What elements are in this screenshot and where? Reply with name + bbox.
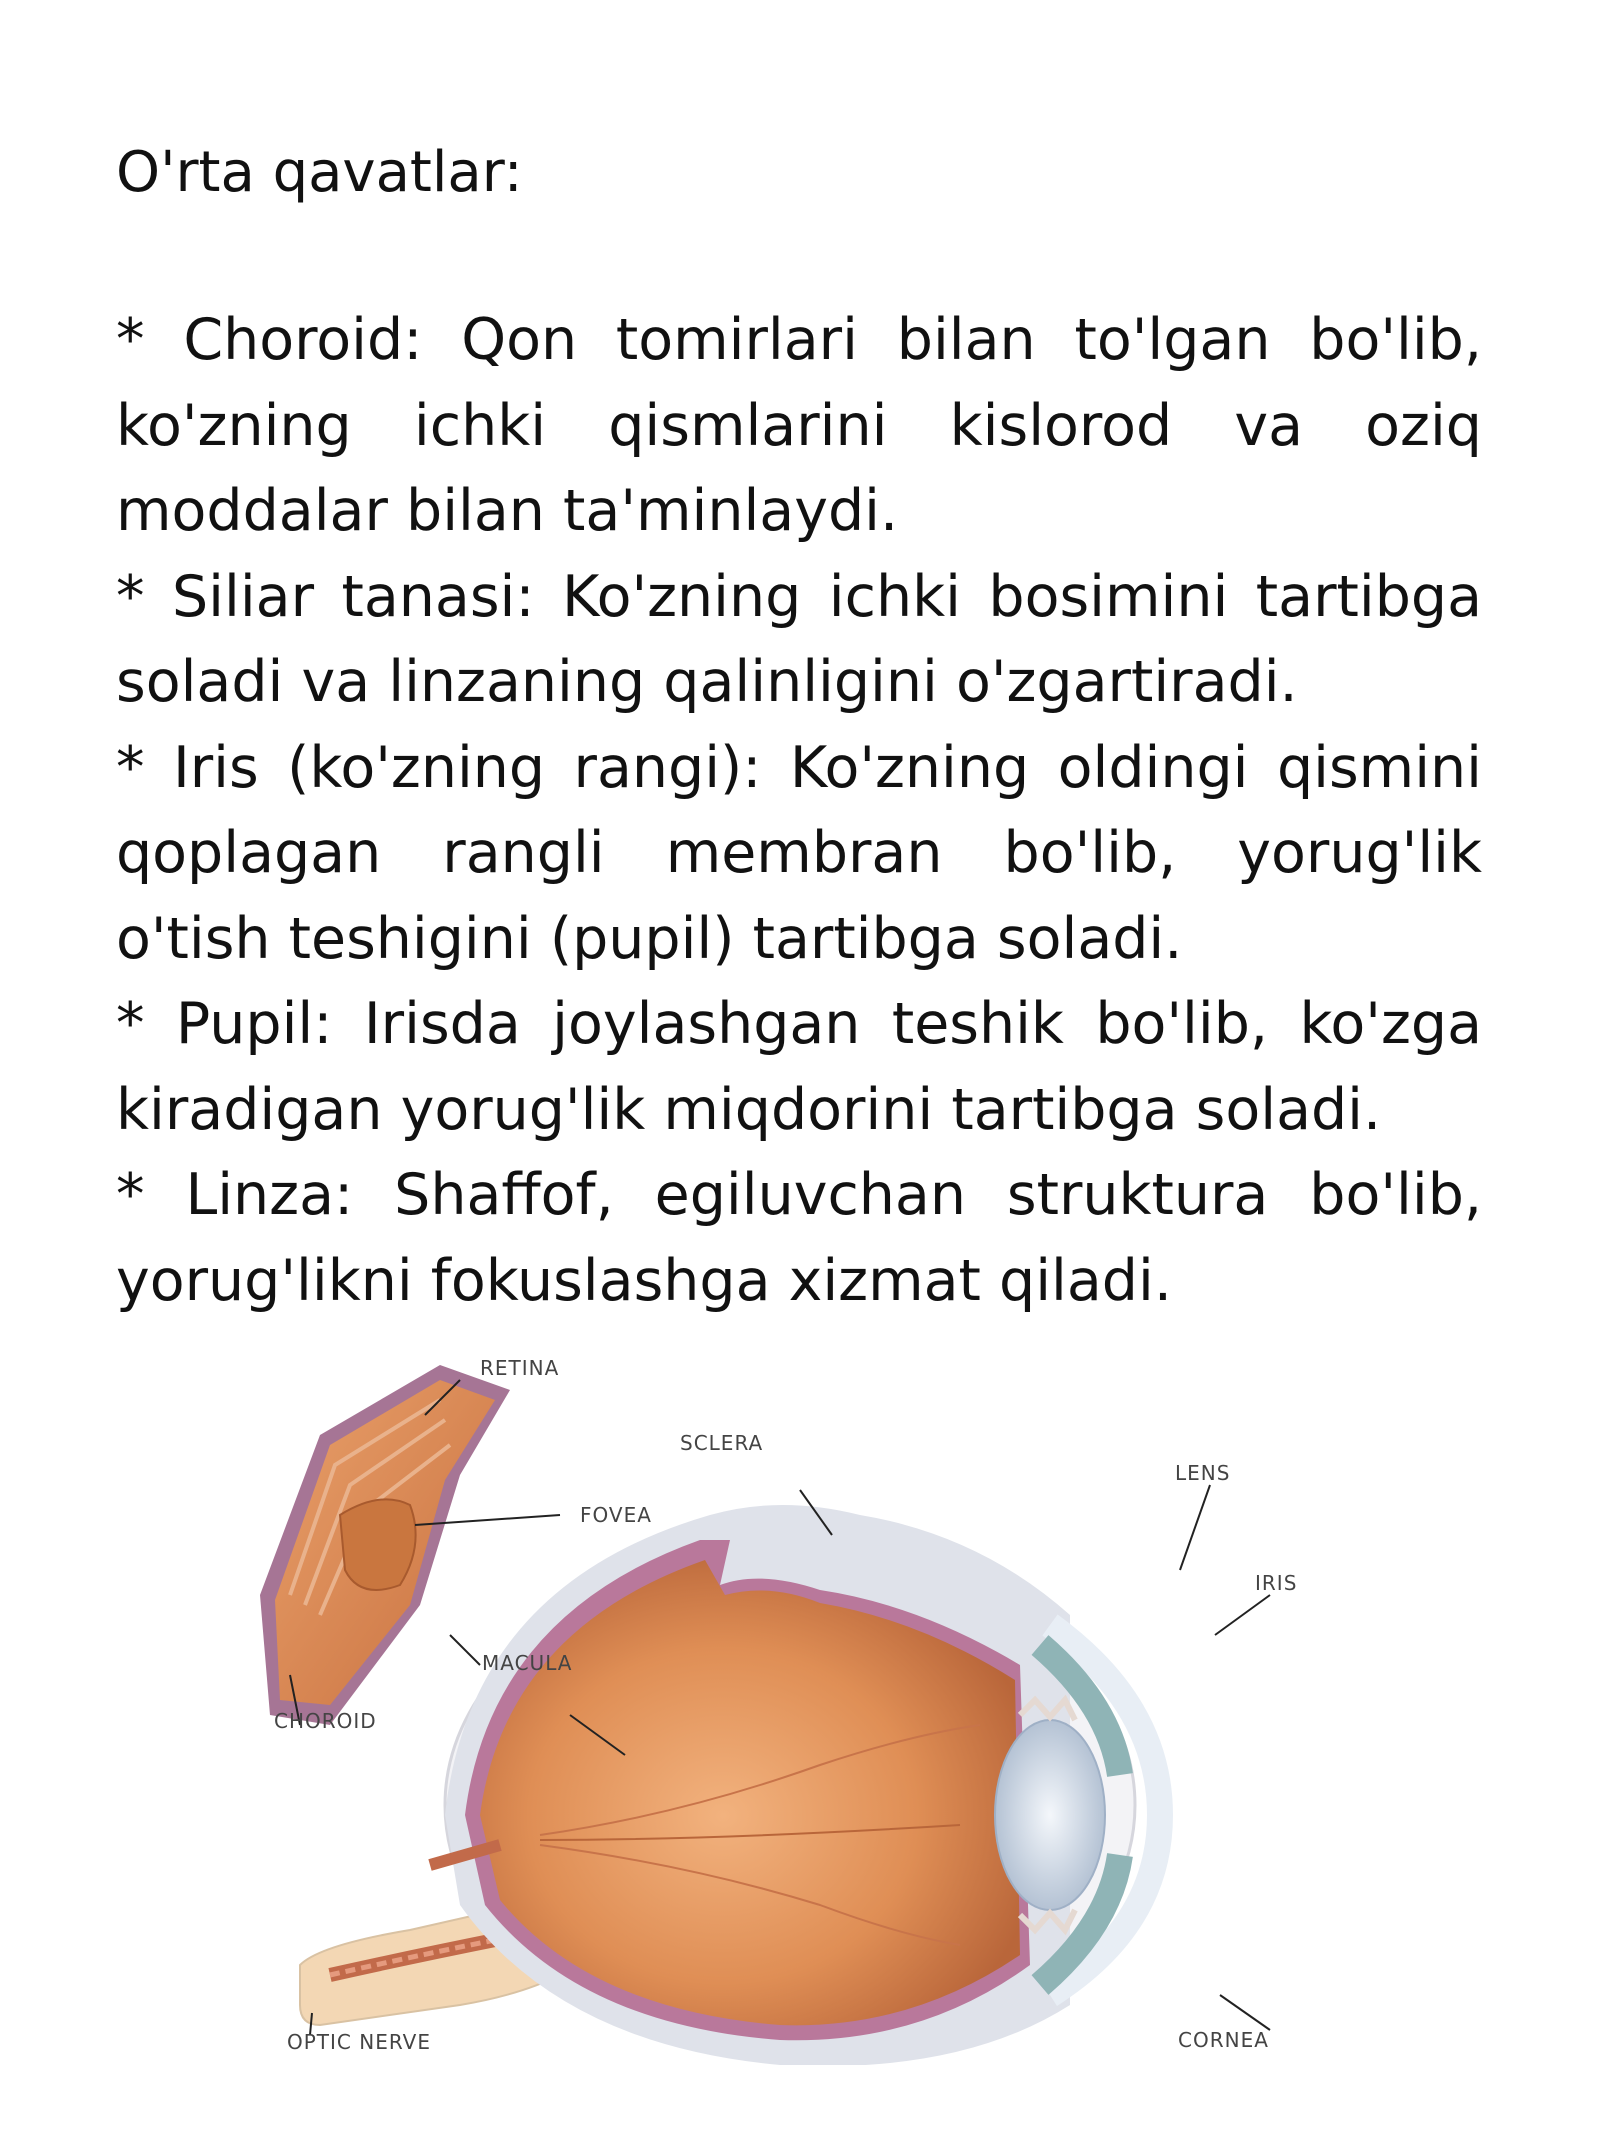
list-item-choroid: * Choroid: Qon tomirlari bilan to'lgan bo'lib, ko'zning ichki qismlarini kislorod va oziq moddalar bilan ta'minlaydi. [116, 307, 1482, 544]
label-macula: MACULA [482, 1651, 573, 1675]
label-fovea: FOVEA [580, 1503, 652, 1527]
label-lens: LENS [1175, 1461, 1231, 1485]
label-choroid: CHOROID [274, 1709, 377, 1733]
label-optic-nerve: OPTIC NERVE [287, 2030, 431, 2054]
label-sclera: SCLERA [680, 1431, 764, 1455]
layer-list [116, 298, 1482, 1324]
eye-anatomy-diagram [260, 1345, 1340, 2065]
list-item-iris: * Iris (ko'zning rangi): Ko'zning oldingi qismini qoplagan rangli membran bo'lib, yorug'lik o'tish teshigini (pupil) tartibga soladi. [116, 734, 1482, 972]
retina-section-shape [260, 1365, 510, 1725]
list-item-pupil: * Pupil: Irisda joylashgan teshik bo'lib, ko'zga kiradigan yorug'lik miqdorini tartibga soladi. [116, 991, 1482, 1143]
label-iris: IRIS [1255, 1571, 1298, 1595]
page-title: O'rta qavatlar: [116, 140, 523, 205]
label-cornea: CORNEA [1178, 2028, 1269, 2052]
list-item-ciliary-body: * Siliar tanasi: Ko'zning ichki bosimini tartibga soladi va linzaning qalinligini o'zgartiradi. [116, 563, 1482, 715]
label-retina: RETINA [480, 1356, 560, 1380]
list-item-lens: * Linza: Shaffof, egiluvchan struktura bo'lib, yorug'likni fokuslashga xizmat qiladi. [116, 1162, 1482, 1314]
